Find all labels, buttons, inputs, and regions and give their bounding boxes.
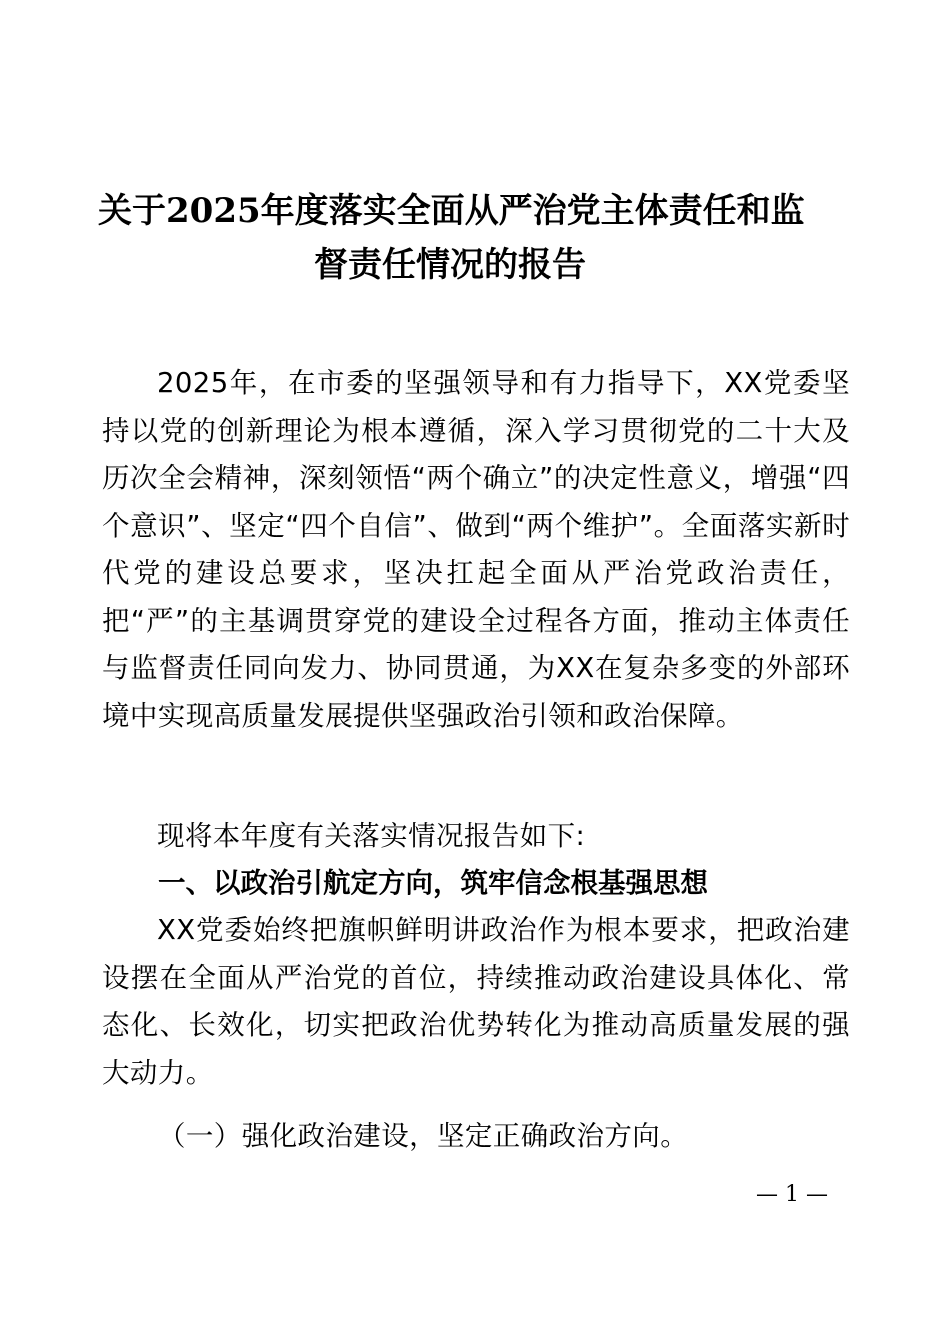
document-title [98, 184, 858, 292]
title-line-1: 关于2025年度落实全面从严治党主体责任和监 [98, 191, 805, 231]
section-heading-1: 一、以政治引航定方向，筑牢信念根基强思想 [158, 867, 708, 899]
page-number: — 1 — [756, 1182, 828, 1207]
report-lead-block [102, 813, 850, 861]
report-lead-paragraph: 现将本年度有关落实情况报告如下: [157, 820, 586, 852]
section1-paragraph-block [102, 907, 850, 1097]
intro-paragraph: 2025年，在市委的坚强领导和有力指导下，XX党委坚持以党的创新理论为根本遵循，深入学习贯彻党的二十大及历次全会精神，深刻领悟“两个确立”的决定性意义，增强“四个意识”、坚定“四个自信”、做到“两个维护”。全面落实新时代党的建设总要求，坚决扛起全面从严治党政治责任，把“严”的主基调贯穿党的建设全过程各方面，推动主体责任与监督责任同向发力、协同贯通，为XX在复杂多变的外部环境中实现高质量发展提供坚强政治引领和政治保障。 [102, 367, 850, 732]
title-line-2: 督责任情况的报告 [314, 245, 586, 285]
intro-paragraph-block [102, 360, 850, 740]
subsection-heading-1: （一）强化政治建设，坚定正确政治方向。 [158, 1120, 689, 1152]
section1-paragraph: XX党委始终把旗帜鲜明讲政治作为根本要求，把政治建设摆在全面从严治党的首位，持续推动政治建设具体化、常态化、长效化，切实把政治优势转化为推动高质量发展的强大动力。 [102, 914, 850, 1089]
